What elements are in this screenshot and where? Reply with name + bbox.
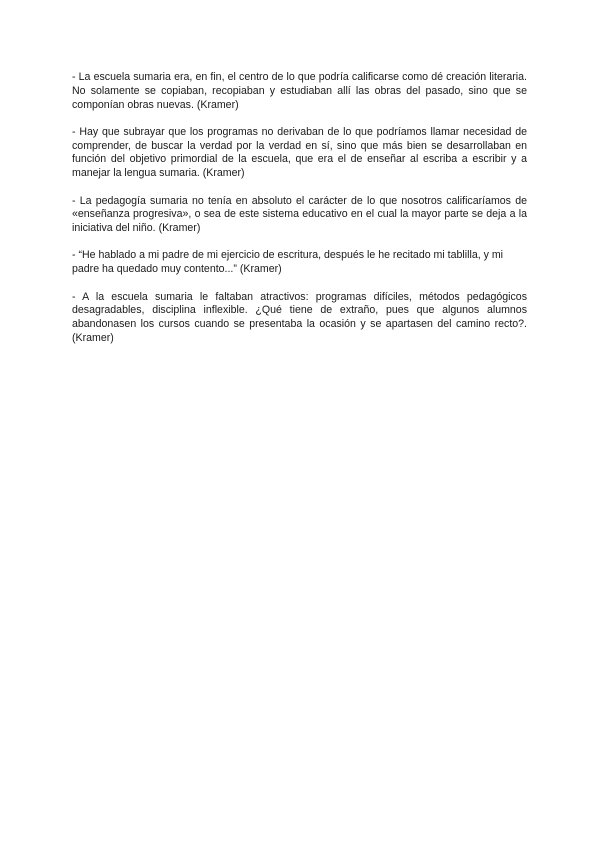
paragraph-programas: - Hay que subrayar que los programas no derivaban de lo que podríamos llamar necesidad de comprender, de buscar la verdad por la verdad en sí, sino que más bien se desarrollaban en función del objetivo primordial de la escuela, que era el de enseñar al escriba a escribir y a manejar la lengua sumaria. (Kramer) [72, 125, 527, 180]
paragraph-cita-padre: - “He hablado a mi padre de mi ejercicio de escritura, después le he recitado mi tablilla, y mi padre ha quedado muy contento...” (Kramer) [72, 249, 504, 276]
paragraph-atractivos: - A la escuela sumaria le faltaban atractivos: programas difíciles, métodos pedagógicos desagradables, disciplina inflexible. ¿Qué tiene de extraño, pues que algunos alumnos abandonasen los cursos cuando se presentaba la ocasión y se apartasen del camino recto?. (Kramer) [72, 290, 527, 344]
document-body [72, 71, 527, 359]
paragraph-creacion-literaria: - La escuela sumaria era, en fin, el centro de lo que podría calificarse como dé creación literaria. No solamente se copiaban, recopiaban y estudiaban allí las obras del pasado, sino que se componían obras nuevas. (Kramer) [72, 71, 527, 111]
paragraph-pedagogia: - La pedagogía sumaria no tenía en absoluto el carácter de lo que nosotros calificaríamos de «enseñanza progresiva», o sea de este sistema educativo en el cual la mayor parte se deja a la iniciativa del niño. (Kramer) [72, 194, 527, 235]
